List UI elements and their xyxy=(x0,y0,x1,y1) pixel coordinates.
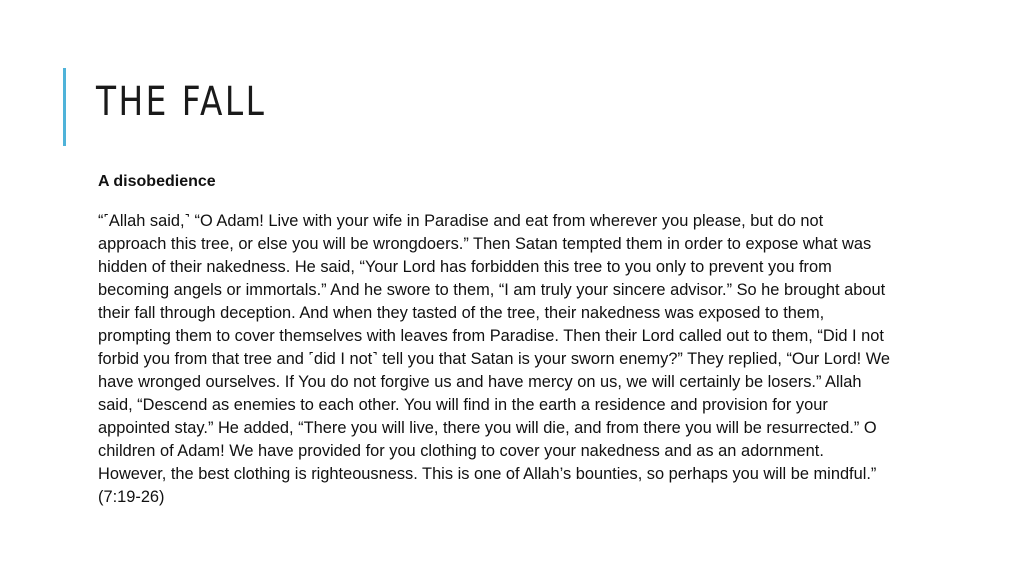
title-accent-bar xyxy=(63,68,66,146)
slide-title: THE FALL xyxy=(96,79,267,125)
slide-body-text: “˹Allah said,˺ “O Adam! Live with your wife in Paradise and eat from wherever you please, but do not approach this tree, or else you will be wrongdoers.” Then Satan tempted them in order to expose what was hidden of their nakedness. He said, “Your Lord has forbidden this tree to you only to prevent you from becoming angels or immortals.” And he swore to them, “I am truly your sincere advisor.” So he brought about their fall through deception. And when they tasted of the tree, their nakedness was exposed to them, prompting them to cover themselves with leaves from Paradise. Then their Lord called out to them, “Did I not forbid you from that tree and ˹did I not˺ tell you that Satan is your sworn enemy?” They replied, “Our Lord! We have wronged ourselves. If You do not forgive us and have mercy on us, we will certainly be losers.” Allah said, “Descend as enemies to each other. You will find in the earth a residence and provision for your appointed stay.” He added, “There you will live, there you will die, and from there you will be resurrected.” O children of Adam! We have provided for you clothing to cover your nakedness and as an adornment. However, the best clothing is righteousness. This is one of Allah’s bounties, so perhaps you will be mindful.” (7:19-26) xyxy=(98,212,890,506)
slide-subtitle: A disobedience xyxy=(98,173,216,190)
